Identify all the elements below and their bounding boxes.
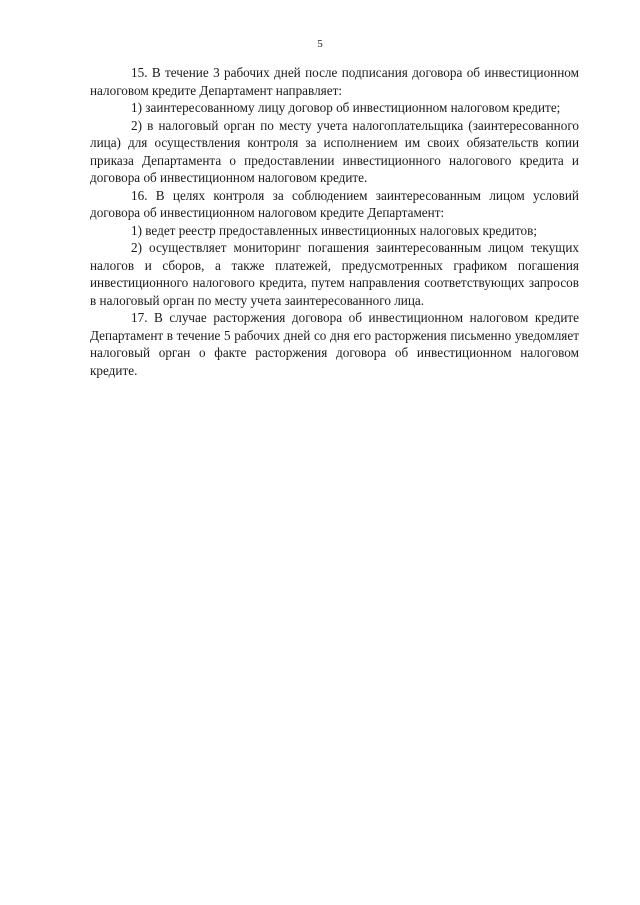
document-body — [90, 64, 579, 379]
paragraph-16: 16. В целях контроля за соблюдением заинтересованным лицом условий договора об инвестиционном налоговом кредите Департамент: — [90, 187, 579, 220]
paragraph-15-item-1: 1) заинтересованному лицу договор об инвестиционном налоговом кредите; — [131, 100, 561, 115]
paragraph-15-item-2: 2) в налоговый орган по месту учета налогоплательщика (заинтересованного лица) для осуществления контроля за исполнением им своих обязательств копии приказа Департамента о предоставлении инвестиционного налогового кредита и договора об инвестиционном налоговом кредите. — [90, 117, 579, 185]
paragraph-15: 15. В течение 3 рабочих дней после подписания договора об инвестиционном налоговом кредите Департамент направляет: — [90, 65, 579, 98]
paragraph-16-item-1: 1) ведет реестр предоставленных инвестиционных налоговых кредитов; — [131, 222, 538, 238]
page-number: 5 — [317, 38, 323, 50]
paragraph-16-item-2: 2) осуществляет мониторинг погашения заинтересованным лицом текущих налогов и сборов, а также платежей, предусмотренных графиком погашения инвестиционного налогового кредита, путем направления соответствующих запросов в налоговый орган по месту учета заинтересованного лица. — [90, 240, 579, 308]
paragraph-17: 17. В случае расторжения договора об инвестиционном налоговом кредите Департамент в течение 5 рабочих дней со дня его расторжения письменно уведомляет налоговый орган о факте расторжения договора об инвестиционном налоговом кредите. — [90, 310, 579, 378]
